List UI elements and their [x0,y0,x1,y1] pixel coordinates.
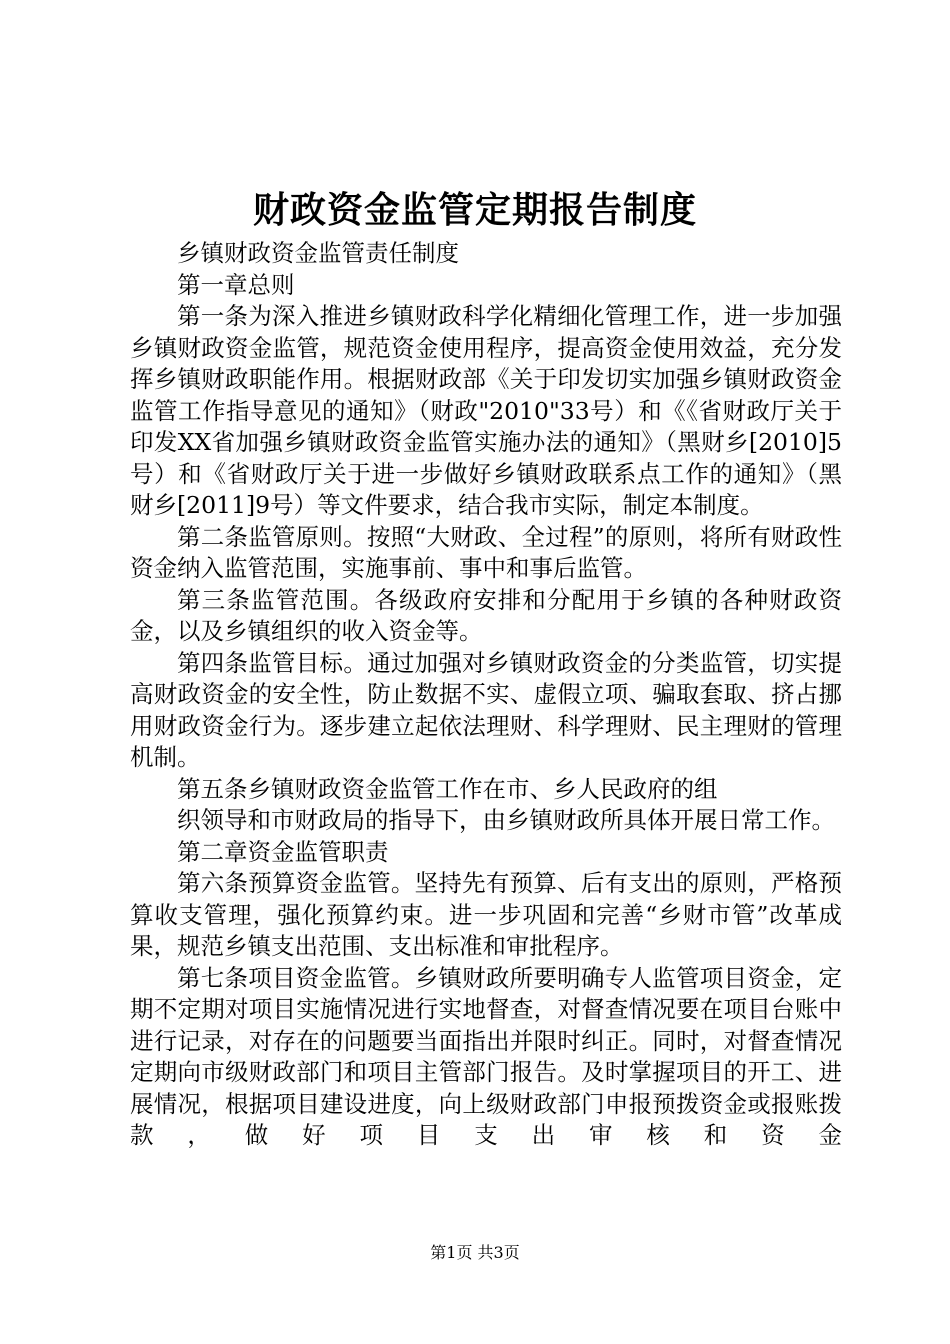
chapter-heading: 第二章资金监管职责 [177,837,389,866]
article-paragraph: 第三条监管范围。各级政府安排和分配用于乡镇的各种财政资金，以及乡镇组织的收入资金等。 [130,585,842,645]
article-paragraph: 第五条乡镇财政资金监管工作在市、乡人民政府的组 [177,774,718,803]
article-paragraph: 第七条项目资金监管。乡镇财政所要明确专人监管项目资金，定期不定期对项目实施情况进行实地督查，对督查情况要在项目台账中进行记录，对存在的问题要当面指出并限时纠正。同时，对督查情况定期向市级财政部门和项目主管部门报告。及时掌握项目的开工、进展情况，根据项目建设进度，向上级财政部门申报预拨资金或报账拨款，做好项目支出审核和资金 [130,963,842,1149]
article-paragraph: 织领导和市财政局的指导下，由乡镇财政所具体开展日常工作。 [177,806,835,834]
article-paragraph: 第二条监管原则。按照“大财政、全过程”的原则，将所有财政性资金纳入监管范围，实施事前、事中和事后监管。 [130,522,842,582]
document-body [130,238,842,1152]
page-footer: 第1页 共3页 [430,1243,520,1262]
chapter-heading: 第一章总则 [177,270,295,299]
article-paragraph: 第一条为深入推进乡镇财政科学化精细化管理工作，进一步加强乡镇财政资金监管，规范资金使用程序，提高资金使用效益，充分发挥乡镇财政职能作用。根据财政部《关于印发切实加强乡镇财政资金监管工作指导意见的通知》（财政"2010"33号）和《《省财政厅关于印发XX省加强乡镇财政资金监管实施办法的通知》（黑财乡[2010]5号）和《省财政厅关于进一步做好乡镇财政联系点工作的通知》（黑财乡[2011]9号）等文件要求，结合我市实际，制定本制度。 [130,302,842,519]
article-paragraph: 第四条监管目标。通过加强对乡镇财政资金的分类监管，切实提高财政资金的安全性，防止数据不实、虚假立项、骗取套取、挤占挪用财政资金行为。逐步建立起依法理财、科学理财、民主理财的管理机制。 [130,648,842,771]
article-paragraph: 第六条预算资金监管。坚持先有预算、后有支出的原则，严格预算收支管理，强化预算约束。进一步巩固和完善“乡财市管”改革成果，规范乡镇支出范围、支出标准和审批程序。 [130,869,842,960]
document-title: 财政资金监管定期报告制度 [252,189,697,231]
subtitle-paragraph: 乡镇财政资金监管责任制度 [177,239,459,267]
